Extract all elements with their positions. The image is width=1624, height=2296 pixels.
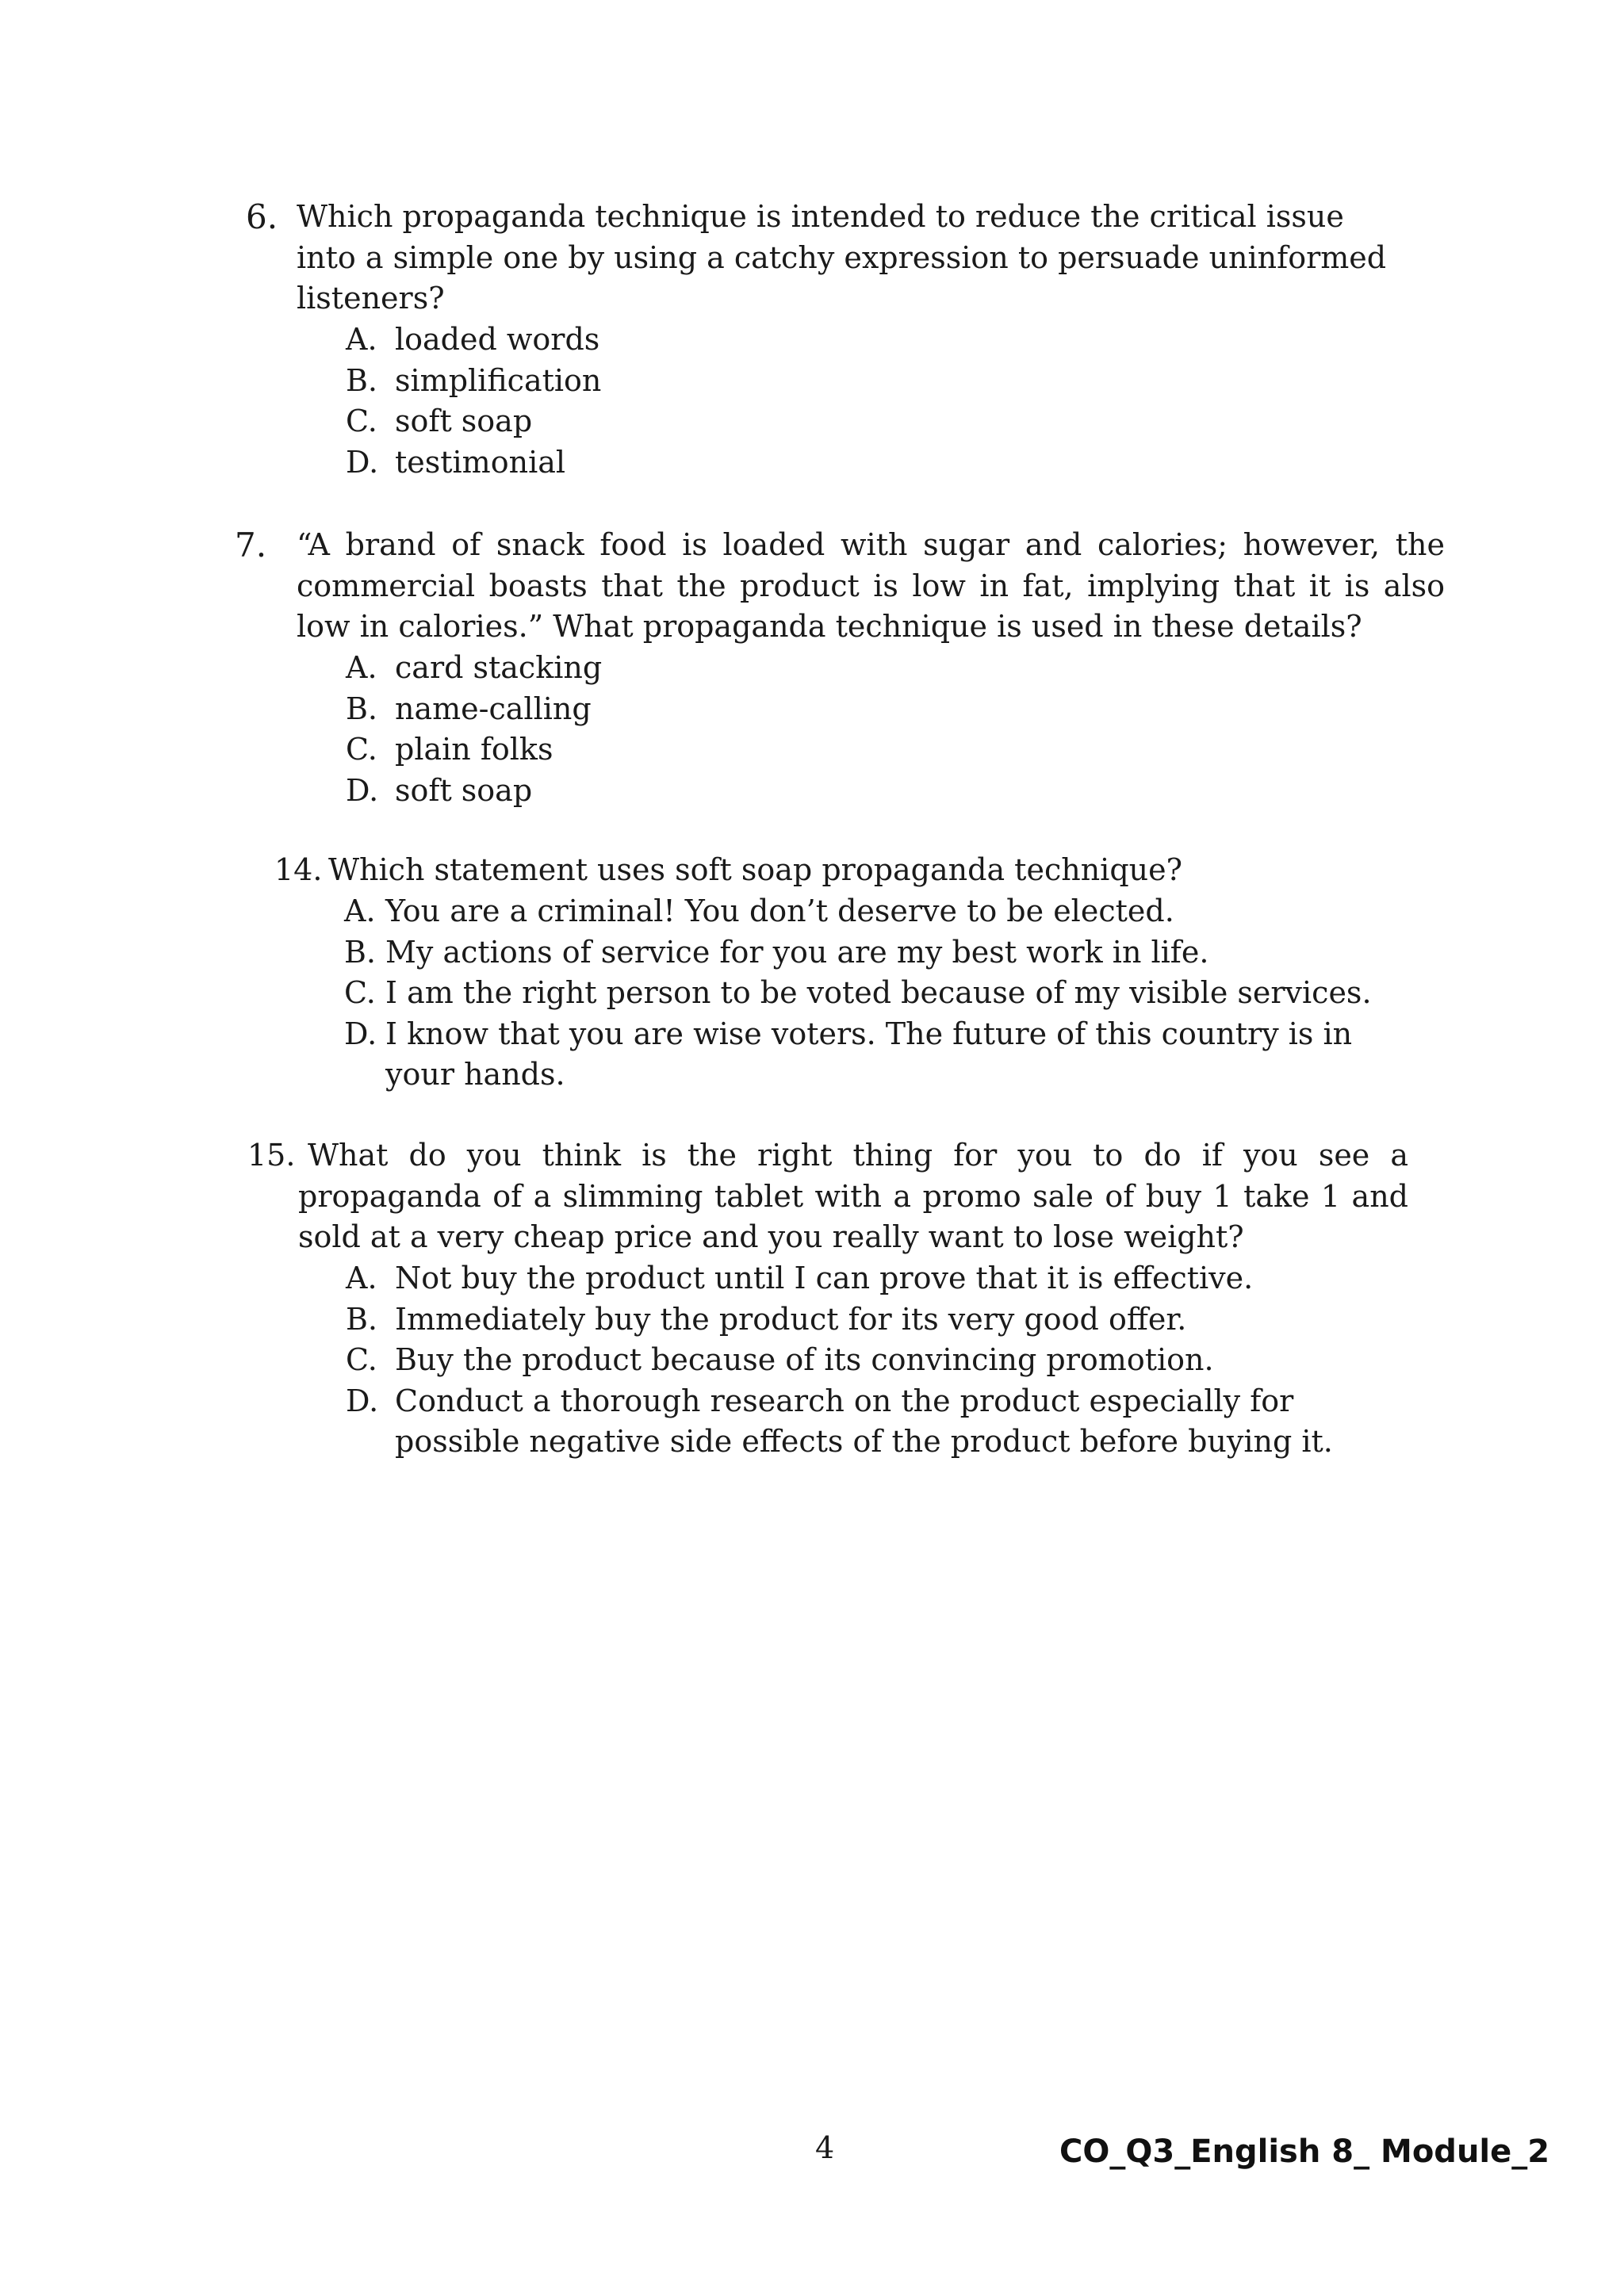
answer-choices <box>346 1258 1408 1463</box>
choice-letter: D. <box>346 1383 379 1418</box>
answer-choices <box>346 648 1456 811</box>
choice-a <box>346 648 1456 689</box>
choice-text: testimonial <box>395 444 566 480</box>
choice-c <box>346 401 1456 442</box>
page-number: 4 <box>815 2130 835 2165</box>
choice-letter: C. <box>346 404 377 438</box>
choice-text: simplification <box>395 362 602 398</box>
choice-letter: D. <box>346 772 379 808</box>
choice-letter: A. <box>346 322 377 357</box>
choice-letter: D. <box>346 444 379 480</box>
question-number: 15. <box>247 1138 296 1173</box>
choice-text: loaded words <box>395 322 600 357</box>
choice-letter: C. <box>346 732 377 767</box>
choice-text: plain folks <box>395 732 553 767</box>
choice-letter: C. <box>346 1342 377 1377</box>
choice-b <box>346 689 1456 730</box>
choice-letter: A. <box>346 650 377 685</box>
choice-b <box>344 932 1407 974</box>
choice-b <box>346 1299 1408 1341</box>
question-stem: Which statement uses soft soap propaganda technique? <box>328 852 1182 887</box>
choice-c <box>344 973 1407 1014</box>
question-number: 14. <box>274 852 323 887</box>
choice-d <box>344 1014 1407 1096</box>
choice-letter: B. <box>344 934 377 970</box>
choice-text: I am the right person to be voted because of my visible services. <box>385 975 1372 1010</box>
choice-c <box>346 1340 1408 1381</box>
choice-a <box>344 891 1407 932</box>
choice-text: name-calling <box>395 691 592 726</box>
question-number: 7. <box>235 526 267 564</box>
choice-text: Immediately buy the product for its very good offer. <box>395 1301 1187 1337</box>
choice-letter: B. <box>346 691 378 726</box>
answer-choices <box>346 320 1456 483</box>
choice-c <box>346 729 1456 771</box>
question-number: 6. <box>246 197 278 236</box>
choice-letter: C. <box>344 975 376 1010</box>
choice-text: card stacking <box>395 650 603 685</box>
choice-text: Not buy the product until I can prove that it is effective. <box>395 1261 1254 1295</box>
question-stem: Which propaganda technique is intended to reduce the critical issue into a simple one by using a catchy expression to persuade uninformed listeners? <box>297 199 1387 316</box>
choice-letter: B. <box>346 362 378 398</box>
answer-choices <box>344 891 1407 1096</box>
choice-letter: A. <box>346 1261 377 1295</box>
question-stem: “A brand of snack food is loaded with sugar and calories; however, the commercial boasts that the product is low in fat, implying that it is also low in calories.” What propaganda technique is used in these details? <box>297 527 1445 644</box>
choice-letter: A. <box>344 894 376 928</box>
choice-a <box>346 320 1456 361</box>
choice-text: I know that you are wise voters. The future of this country is in your hands. <box>385 1016 1353 1092</box>
choice-a <box>346 1258 1408 1299</box>
choice-letter: D. <box>344 1016 377 1051</box>
choice-text: You are a criminal! You don’t deserve to be elected. <box>385 894 1174 928</box>
question-stem: What do you think is the right thing for you to do if you see a propaganda of a slimming tablet with a promo sale of buy 1 take 1 and sold at a very cheap price and you really want to lose weight? <box>298 1138 1408 1254</box>
choice-b <box>346 361 1456 402</box>
choice-letter: B. <box>346 1301 378 1337</box>
choice-text: My actions of service for you are my best work in life. <box>385 934 1209 970</box>
choice-text: Buy the product because of its convincing promotion. <box>395 1342 1214 1377</box>
choice-text: soft soap <box>395 404 533 438</box>
choice-d <box>346 771 1456 812</box>
choice-text: Conduct a thorough research on the product especially for possible negative side effects of the product before buying it. <box>395 1383 1333 1459</box>
module-code: CO_Q3_English 8_ Module_2 <box>1059 2133 1550 2170</box>
choice-d <box>346 442 1456 484</box>
choice-d <box>346 1381 1408 1463</box>
choice-text: soft soap <box>395 772 533 808</box>
